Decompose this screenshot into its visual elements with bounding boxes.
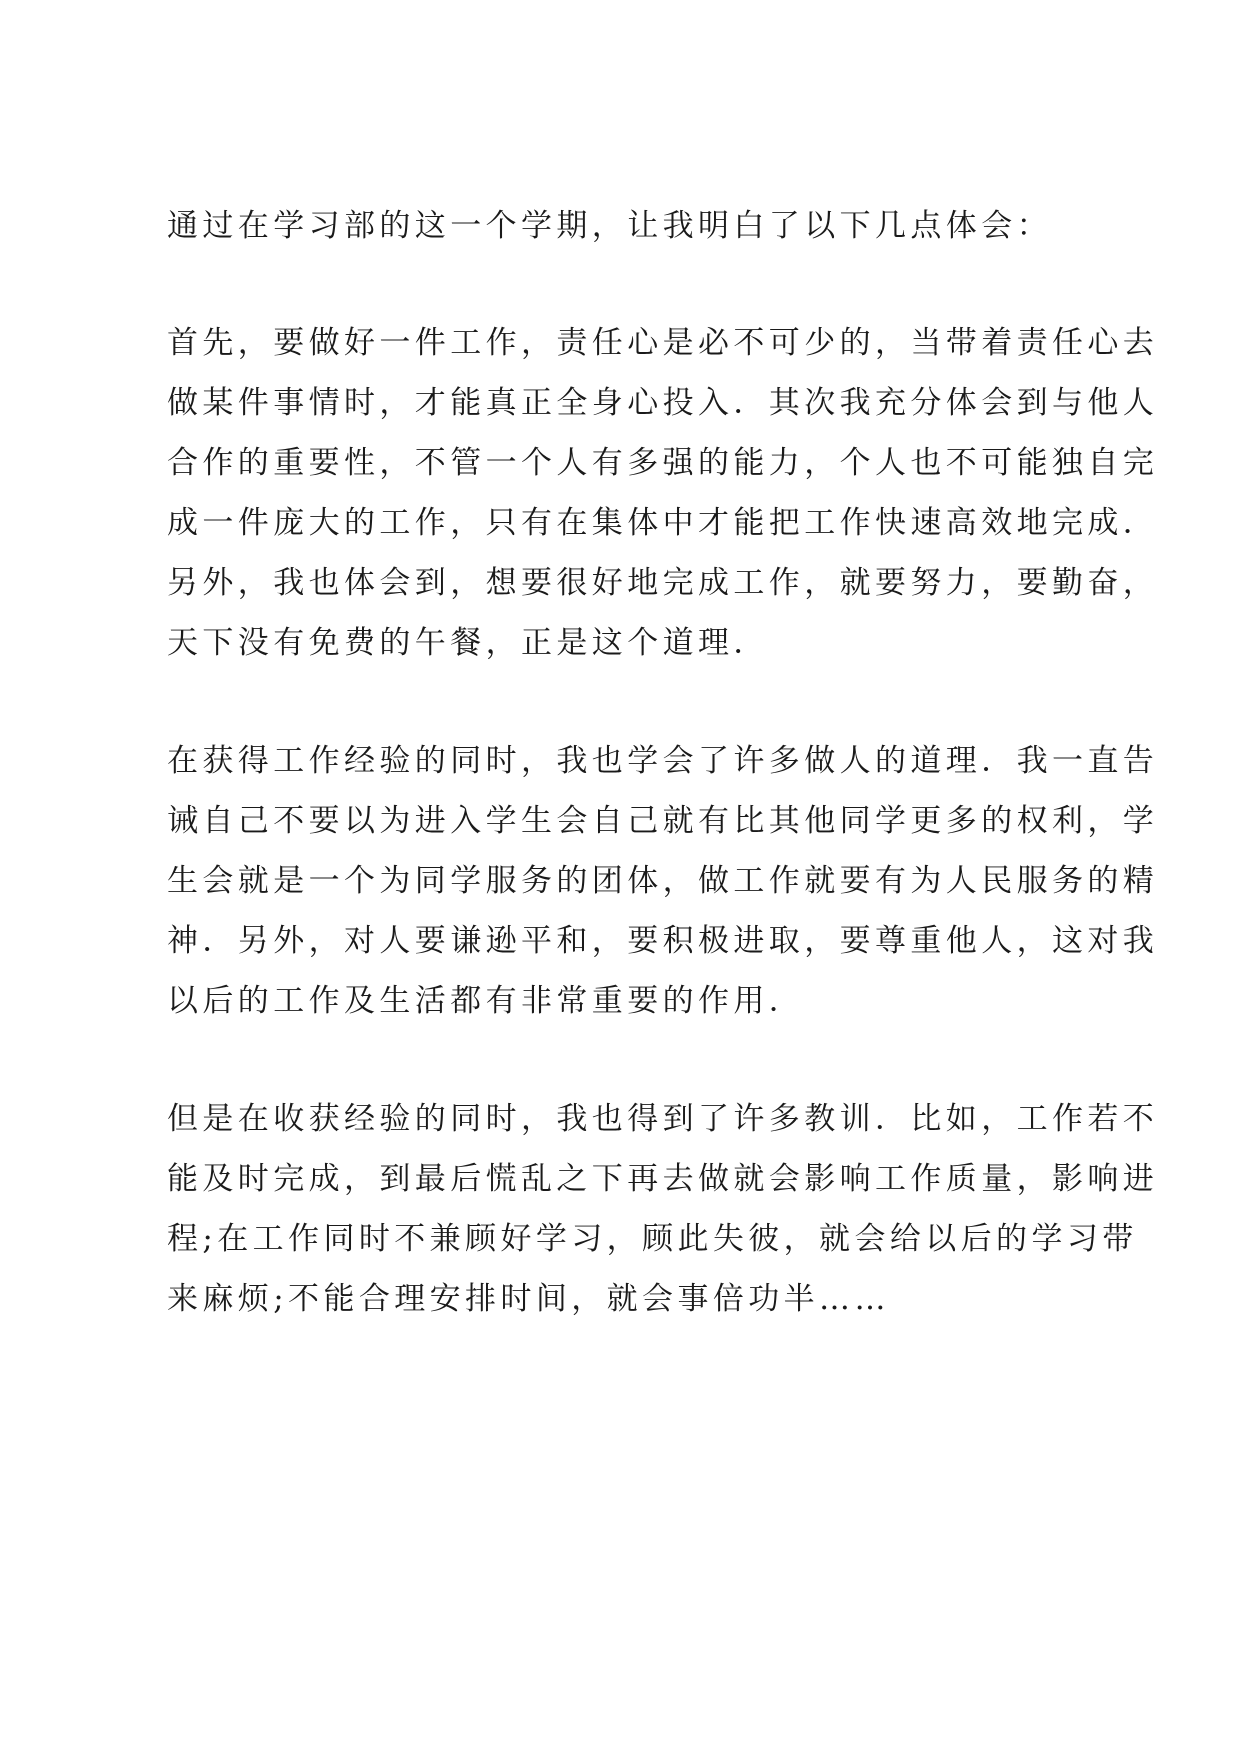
paragraph-2-line-6: 天下没有免费的午餐，正是这个道理． — [167, 625, 769, 661]
paragraph-2-line-3: 合作的重要性，不管一个人有多强的能力，个人也不可能独自完 — [167, 445, 1159, 481]
paragraph-4-line-4: 来麻烦;不能合理安排时间，就会事倍功半…… — [167, 1281, 890, 1317]
paragraph-3-line-3: 生会就是一个为同学服务的团体，做工作就要有为人民服务的精 — [167, 863, 1159, 899]
paragraph-2-line-1: 首先，要做好一件工作，责任心是必不可少的，当带着责任心去 — [167, 325, 1159, 361]
paragraph-3-line-2: 诫自己不要以为进入学生会自己就有比其他同学更多的权利，学 — [167, 803, 1159, 839]
paragraph-2-line-5: 另外，我也体会到，想要很好地完成工作，就要努力，要勤奋， — [167, 565, 1159, 601]
paragraph-3-line-4: 神．另外，对人要谦逊平和，要积极进取，要尊重他人，这对我 — [167, 923, 1159, 959]
paragraph-4-line-1: 但是在收获经验的同时，我也得到了许多教训．比如，工作若不 — [167, 1101, 1159, 1137]
paragraph-4-line-3: 程;在工作同时不兼顾好学习，顾此失彼，就会给以后的学习带 — [167, 1221, 1138, 1257]
paragraph-2-line-2: 做某件事情时，才能真正全身心投入．其次我充分体会到与他人 — [167, 385, 1159, 421]
paragraph-4-line-2: 能及时完成，到最后慌乱之下再去做就会影响工作质量，影响进 — [167, 1161, 1159, 1197]
paragraph-3-line-5: 以后的工作及生活都有非常重要的作用． — [167, 983, 805, 1019]
paragraph-3-line-1: 在获得工作经验的同时，我也学会了许多做人的道理．我一直告 — [167, 743, 1159, 779]
paragraph-1-line-1: 通过在学习部的这一个学期，让我明白了以下几点体会： — [167, 208, 1052, 244]
paragraph-2-line-4: 成一件庞大的工作，只有在集体中才能把工作快速高效地完成． — [167, 505, 1159, 541]
